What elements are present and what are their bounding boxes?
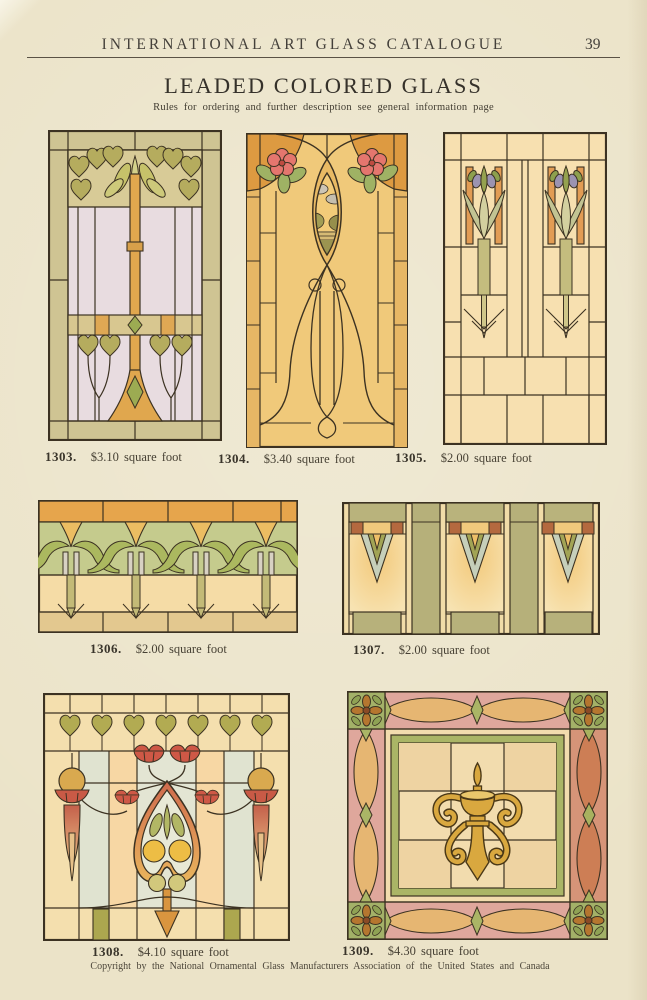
item-price: $4.30 square foot [387, 944, 479, 958]
item-price: $2.00 square foot [398, 643, 490, 657]
section-title: LEADED COLORED GLASS [164, 73, 483, 98]
glass-design-1306 [38, 500, 298, 633]
catalogue-title: INTERNATIONAL ART GLASS CATALOGUE [101, 36, 506, 53]
glass-design-1304 [246, 133, 408, 448]
item-price: $2.00 square foot [135, 642, 227, 656]
glass-panel-1306 [38, 500, 298, 633]
caption-1305 [395, 450, 532, 466]
item-number: 1304. [218, 451, 250, 466]
item-number: 1306. [90, 641, 122, 656]
glass-design-1307 [342, 502, 600, 635]
item-number: 1305. [395, 450, 427, 465]
caption-1306 [90, 641, 227, 657]
glass-design-1308 [43, 693, 290, 941]
glass-panel-1304 [246, 133, 408, 448]
glass-design-1303 [48, 130, 222, 441]
glass-panel-1303 [48, 130, 222, 441]
glass-panel-1309 [347, 691, 608, 940]
item-number: 1309. [342, 943, 374, 958]
glass-design-1309 [347, 691, 608, 940]
glass-panel-1308 [43, 693, 290, 941]
glass-panel-1305 [443, 132, 607, 445]
copyright-line: Copyright by the National Ornamental Glass Manufacturers Association of the United States and Canada [90, 961, 550, 972]
page-number: 39 [585, 36, 601, 53]
section-subtitle: Rules for ordering and further description see general information page [153, 102, 494, 113]
header-rule [27, 57, 620, 58]
item-price: $3.10 square foot [90, 450, 182, 464]
mid-band [68, 315, 202, 335]
item-number: 1308. [92, 944, 124, 959]
caption-1307 [353, 642, 490, 658]
glass-panel-1307 [342, 502, 600, 635]
caption-1304 [218, 451, 355, 467]
item-number: 1303. [45, 449, 77, 464]
item-number: 1307. [353, 642, 385, 657]
corner-rosette [348, 692, 385, 729]
caption-1309 [342, 943, 479, 959]
caption-1303 [45, 449, 182, 465]
corner-rosette [348, 902, 385, 939]
item-price: $4.10 square foot [137, 945, 229, 959]
item-price: $2.00 square foot [440, 451, 532, 465]
glass-design-1305 [443, 132, 607, 445]
item-price: $3.40 square foot [263, 452, 355, 466]
corner-rosette [570, 692, 607, 729]
corner-rosette [570, 902, 607, 939]
caption-1308 [92, 944, 229, 960]
